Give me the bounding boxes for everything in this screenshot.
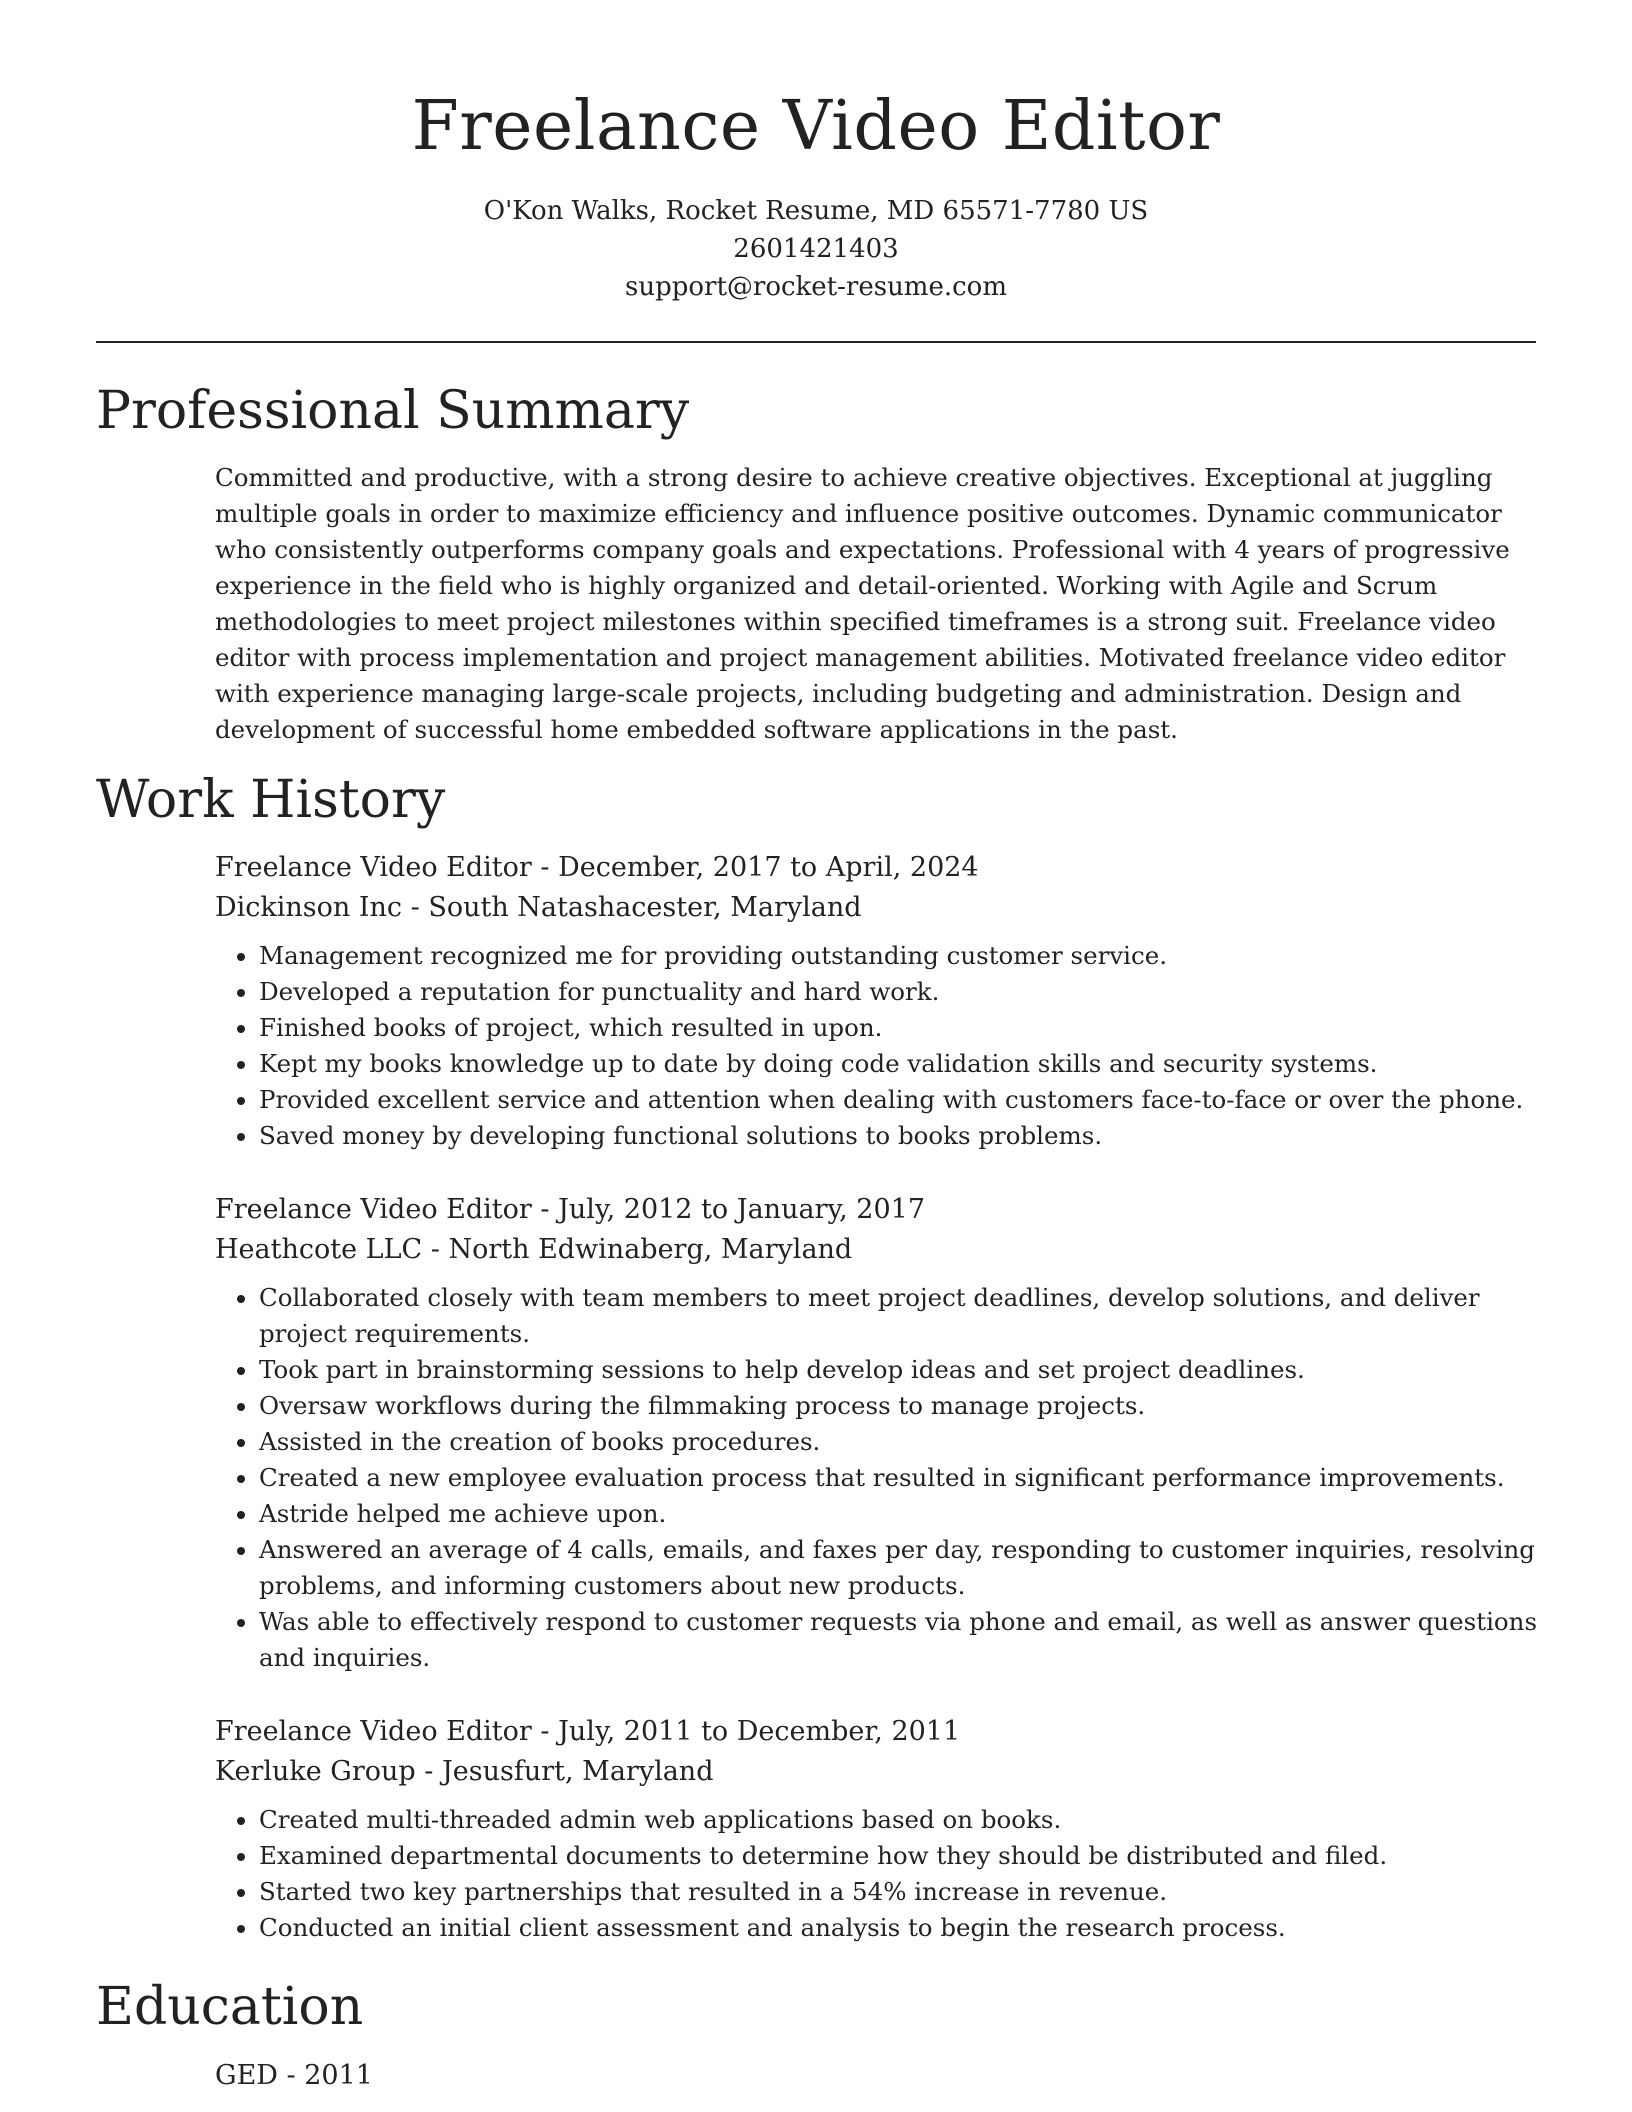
job-title: Freelance Video Editor - July, 2012 to January, 2017	[215, 1194, 926, 1225]
list-item: • Provided excellent service and attention when dealing with customers face-to-face or over the phone.	[259, 1082, 1540, 1118]
summary-body	[215, 460, 1540, 748]
summary-text: Committed and productive, with a strong desire to achieve creative objectives. Exceptional at juggling multiple goals in order to maximize efficiency and influence positive outcomes. Dynamic communicator who consistently outperforms company goals and expectations. Professional with 4 years of progressive experience in the field who is highly organized and detail-oriented. Working with Agile and Scrum methodologies to meet project milestones within specified timeframes is a strong suit. Freelance video editor with process implementation and project management abilities. Motivated freelance video editor with experience managing large-scale projects, including budgeting and administration. Design and development of successful home embedded software applications in the past.	[215, 463, 1510, 744]
resume-name: Freelance Video Editor	[411, 87, 1221, 166]
job-company: Dickinson Inc - South Natashacester, Maryland	[215, 892, 862, 923]
header-divider	[96, 341, 1536, 343]
list-item: • Created multi-threaded admin web applications based on books.	[259, 1802, 1540, 1838]
list-item: • Created a new employee evaluation process that resulted in significant performance improvements.	[259, 1460, 1540, 1496]
job-entry	[215, 848, 1540, 1154]
education-heading: Education	[96, 1977, 364, 2037]
list-item: • Answered an average of 4 calls, emails, and faxes per day, responding to customer inquiries, resolving problems, and informing customers about new products.	[259, 1532, 1540, 1604]
list-item: • Collaborated closely with team members to meet project deadlines, develop solutions, and deliver project requirements.	[259, 1280, 1540, 1352]
list-item: • Examined departmental documents to determine how they should be distributed and filed.	[259, 1838, 1540, 1874]
job-entry	[215, 1712, 1540, 1946]
list-item: • Took part in brainstorming sessions to help develop ideas and set project deadlines.	[259, 1352, 1540, 1388]
list-item: • Kept my books knowledge up to date by doing code validation skills and security systems.	[259, 1046, 1540, 1082]
list-item: • Management recognized me for providing outstanding customer service.	[259, 938, 1540, 974]
job-company: Kerluke Group - Jesusfurt, Maryland	[215, 1756, 714, 1787]
address: O'Kon Walks, Rocket Resume, MD 65571-7780 US	[483, 196, 1149, 226]
list-item: • Conducted an initial client assessment and analysis to begin the research process.	[259, 1910, 1540, 1946]
education-entry: GED - 2011	[215, 2060, 373, 2091]
education-body	[215, 2056, 1540, 2096]
list-item: • Assisted in the creation of books procedures.	[259, 1424, 1540, 1460]
list-item: • Oversaw workflows during the filmmaking process to manage projects.	[259, 1388, 1540, 1424]
list-item: • Finished books of project, which resulted in upon.	[259, 1010, 1540, 1046]
job-title: Freelance Video Editor - December, 2017 to April, 2024	[215, 852, 979, 883]
phone: 2601421403	[733, 234, 899, 264]
job-bullets	[215, 1280, 1540, 1676]
summary-heading: Professional Summary	[96, 381, 690, 441]
list-item: • Saved money by developing functional solutions to books problems.	[259, 1118, 1540, 1154]
job-bullets	[215, 1802, 1540, 1946]
contact-block	[0, 192, 1632, 306]
job-title: Freelance Video Editor - July, 2011 to December, 2011	[215, 1716, 961, 1747]
list-item: • Astride helped me achieve upon.	[259, 1496, 1540, 1532]
email: support@rocket-resume.com	[624, 272, 1007, 302]
list-item: • Was able to effectively respond to customer requests via phone and email, as well as answer questions and inquiries.	[259, 1604, 1540, 1676]
work-history-heading: Work History	[96, 770, 446, 830]
job-bullets	[215, 938, 1540, 1154]
job-company: Heathcote LLC - North Edwinaberg, Maryland	[215, 1234, 853, 1265]
list-item: • Developed a reputation for punctuality and hard work.	[259, 974, 1540, 1010]
job-entry	[215, 1190, 1540, 1676]
list-item: • Started two key partnerships that resulted in a 54% increase in revenue.	[259, 1874, 1540, 1910]
